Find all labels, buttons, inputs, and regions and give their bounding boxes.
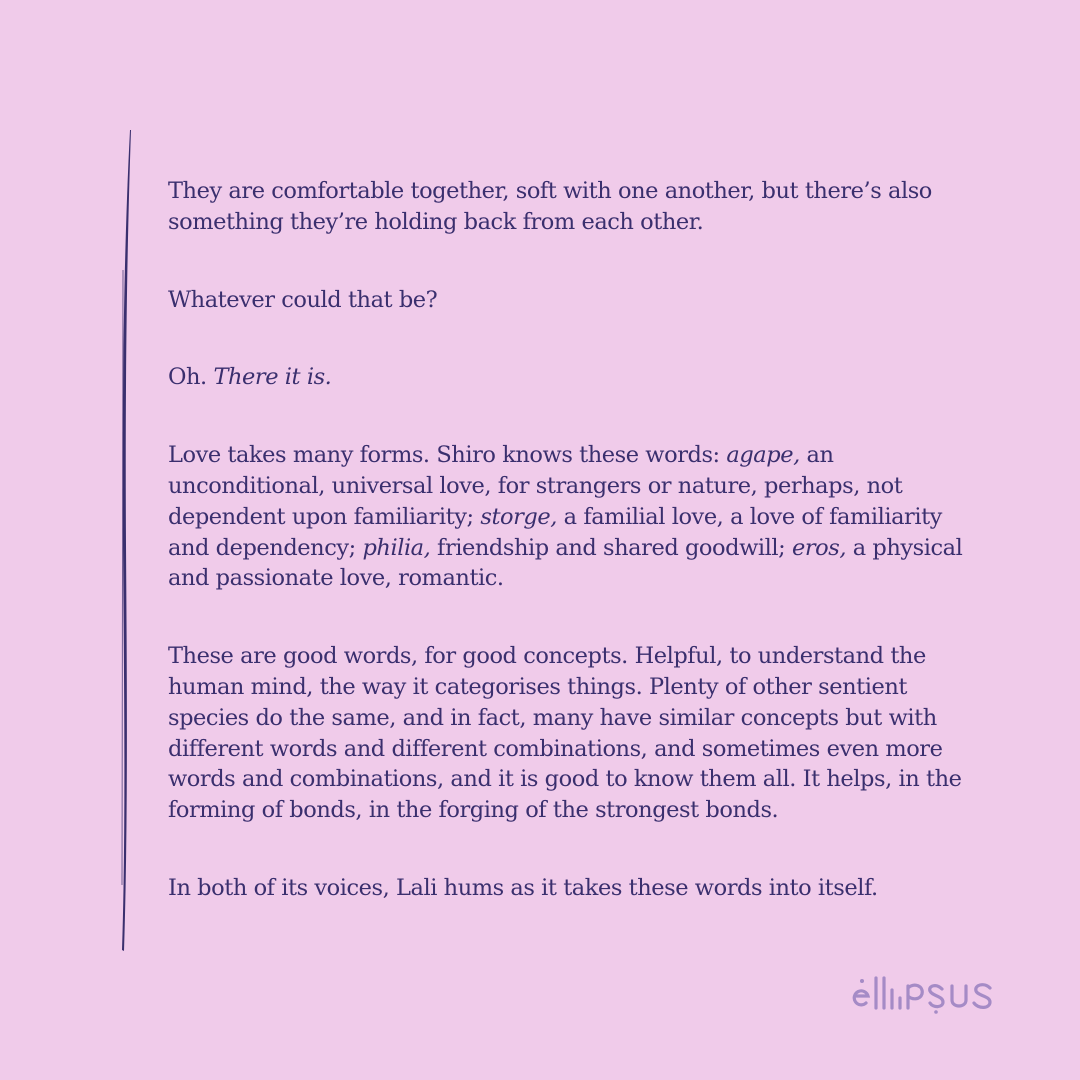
paragraph-3 — [168, 362, 988, 393]
term-agape: agape, — [726, 442, 800, 469]
decorative-vertical-rule — [110, 125, 140, 955]
paragraph-1: They are comfortable together, soft with one another, but there’s also something they’re holding back from each other. — [168, 178, 932, 235]
term-eros: eros, — [791, 534, 847, 561]
ellipsus-logo — [852, 972, 1008, 1016]
paragraph-4-text-3: a familial love, a love of familiarity and dependency; — [168, 503, 942, 561]
paragraph-5: These are good words, for good concepts. Helpful, to understand the human mind, the way it categorises things. Plenty of other sentient species do the same, and in fact, many have similar concepts but with different words and different combinations, and sometimes even more words and combinations, and it is good to know them all. It helps, in the forming of bonds, in the forging of the strongest bonds. — [168, 643, 962, 824]
term-storge: storge, — [480, 503, 557, 530]
paragraph-2: Whatever could that be? — [168, 286, 438, 313]
paragraph-4-text-4: friendship and shared goodwill; — [430, 534, 792, 561]
paragraph-3-italic: There it is. — [213, 364, 332, 391]
paragraph-4-text-2: an unconditional, universal love, for strangers or nature, perhaps, not dependent upon familiarity; — [168, 442, 903, 530]
paragraph-6: In both of its voices, Lali hums as it takes these words into itself. — [168, 874, 878, 901]
paragraph-4 — [168, 440, 988, 594]
paragraph-4-text-1: Love takes many forms. Shiro knows these words: — [168, 442, 727, 469]
term-philia: philia, — [362, 534, 431, 561]
logo-text: ellipsus — [852, 972, 856, 973]
story-text — [168, 176, 988, 951]
paragraph-4-text-5: a physical and passionate love, romantic. — [168, 534, 963, 592]
paragraph-3-lead: Oh. — [168, 364, 214, 391]
